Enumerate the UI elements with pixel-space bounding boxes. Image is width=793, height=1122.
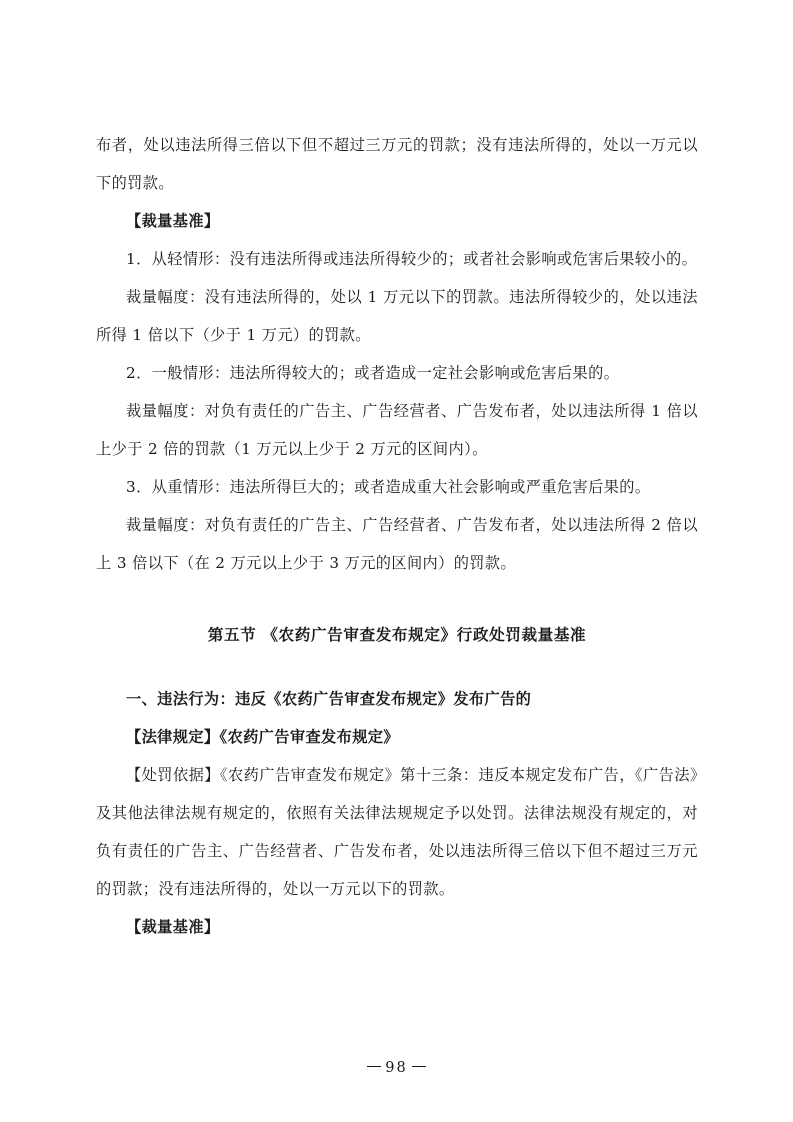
footer-dash-right — [412, 1066, 426, 1067]
heading-discretion-standard-2: 【裁量基准】 — [126, 918, 220, 936]
heading-discretion-standard-1: 【裁量基准】 — [126, 212, 220, 230]
paragraph-general-range: 裁量幅度：对负有责任的广告主、广告经营者、广告发布者，处以违法所得 1 倍以上少于 2 倍的罚款（1 万元以上少于 2 万元的区间内）。 — [96, 402, 698, 458]
heading-violation-behavior: 一、违法行为：违反《农药广告审查发布规定》发布广告的 — [126, 690, 532, 708]
paragraph-lenient-circumstance: 1．从轻情形：没有违法所得或违法所得较少的；或者社会影响或危害后果较小的。 — [126, 250, 698, 268]
page-number: 98 — [385, 1060, 408, 1076]
heading-legal-provision: 【法律规定】《农药广告审查发布规定》 — [126, 728, 399, 746]
penalty-basis-label: 【处罚依据】《农药广告审查发布规定》第十三条： — [126, 766, 479, 784]
section-title: 第五节 《农药广告审查发布规定》行政处罚裁量基准 — [207, 625, 587, 644]
penalty-basis-text: 违反本规定发布广告，《广告法》及其他法律法规有规定的，依照有关法律法规规定予以处罚。法律法规没有规定的，对负有责任的广告主、广告经营者、广告发布者，处以违法所得三倍以下但不超过三万元的罚款；没有违法所得的，处以一万元以下的罚款。 — [96, 766, 698, 898]
footer-dash-left — [367, 1066, 381, 1067]
paragraph-continuation: 布者，处以违法所得三倍以下但不超过三万元的罚款；没有违法所得的，处以一万元以下的罚款。 — [96, 136, 698, 192]
paragraph-severe-circumstance: 3．从重情形：违法所得巨大的；或者造成重大社会影响或严重危害后果的。 — [126, 478, 651, 496]
paragraph-severe-range: 裁量幅度：对负有责任的广告主、广告经营者、广告发布者，处以违法所得 2 倍以上 3 倍以下（在 2 万元以上少于 3 万元的区间内）的罚款。 — [96, 516, 698, 572]
page-footer — [0, 1060, 793, 1076]
paragraph-penalty-basis — [96, 756, 698, 908]
paragraph-lenient-range: 裁量幅度：没有违法所得的，处以 1 万元以下的罚款。违法所得较少的，处以违法所得 1 倍以下（少于 1 万元）的罚款。 — [96, 288, 698, 344]
paragraph-general-circumstance: 2．一般情形：违法所得较大的；或者造成一定社会影响或危害后果的。 — [126, 364, 620, 382]
page-content — [96, 126, 698, 946]
